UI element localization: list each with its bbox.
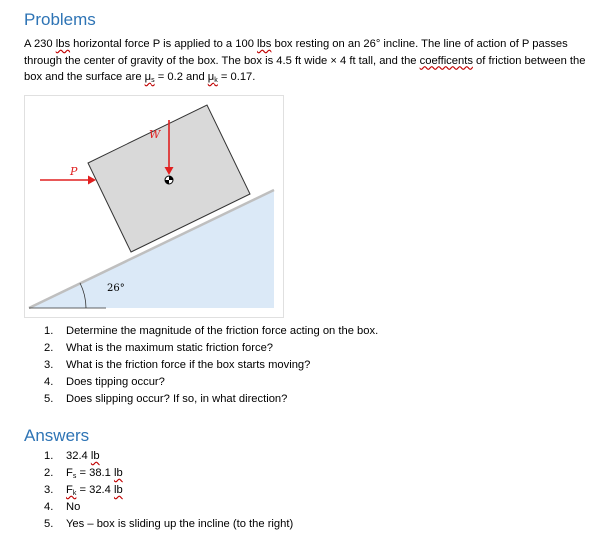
problem-statement: A 230 lbs horizontal force P is applied to a 100 lbs box resting on an 26° incline. The line of action of P passes through the center of gravity of the box. The box is 4.5 ft wide × 4 ft tall, and the coefficents of friction between the box and the surface are $\mu_s = 0.2$ and $\mu_k = 0.17$. — [24, 38, 586, 84]
incline-diagram — [24, 95, 284, 318]
list-item: 3. $F_k = 32.4$ lb — [44, 484, 123, 497]
weight-label: W — [149, 128, 161, 141]
force-label: P — [70, 165, 78, 178]
list-item: 4. Does tipping occur? — [44, 376, 165, 388]
list-item: 2. $F_s = 38.1$ lb — [44, 467, 123, 480]
list-item: 5. Yes – box is sliding up the incline (to the right) — [44, 518, 294, 530]
answers-heading: Answers — [24, 426, 90, 445]
question-list — [44, 323, 378, 408]
list-item: 4. No — [44, 501, 81, 513]
angle-label: 26° — [107, 283, 125, 294]
list-item: 1. 32.4 lb — [44, 450, 100, 462]
center-of-gravity-marker — [165, 176, 173, 184]
problems-heading: Problems — [24, 10, 96, 29]
list-item: 1. Determine the magnitude of the friction force acting on the box. — [44, 325, 379, 337]
list-item: 3. What is the friction force if the box starts moving? — [44, 359, 311, 371]
list-item: 5. Does slipping occur? If so, in what direction? — [44, 393, 288, 405]
answer-list — [44, 448, 293, 533]
list-item: 2. What is the maximum static friction force? — [44, 342, 274, 354]
